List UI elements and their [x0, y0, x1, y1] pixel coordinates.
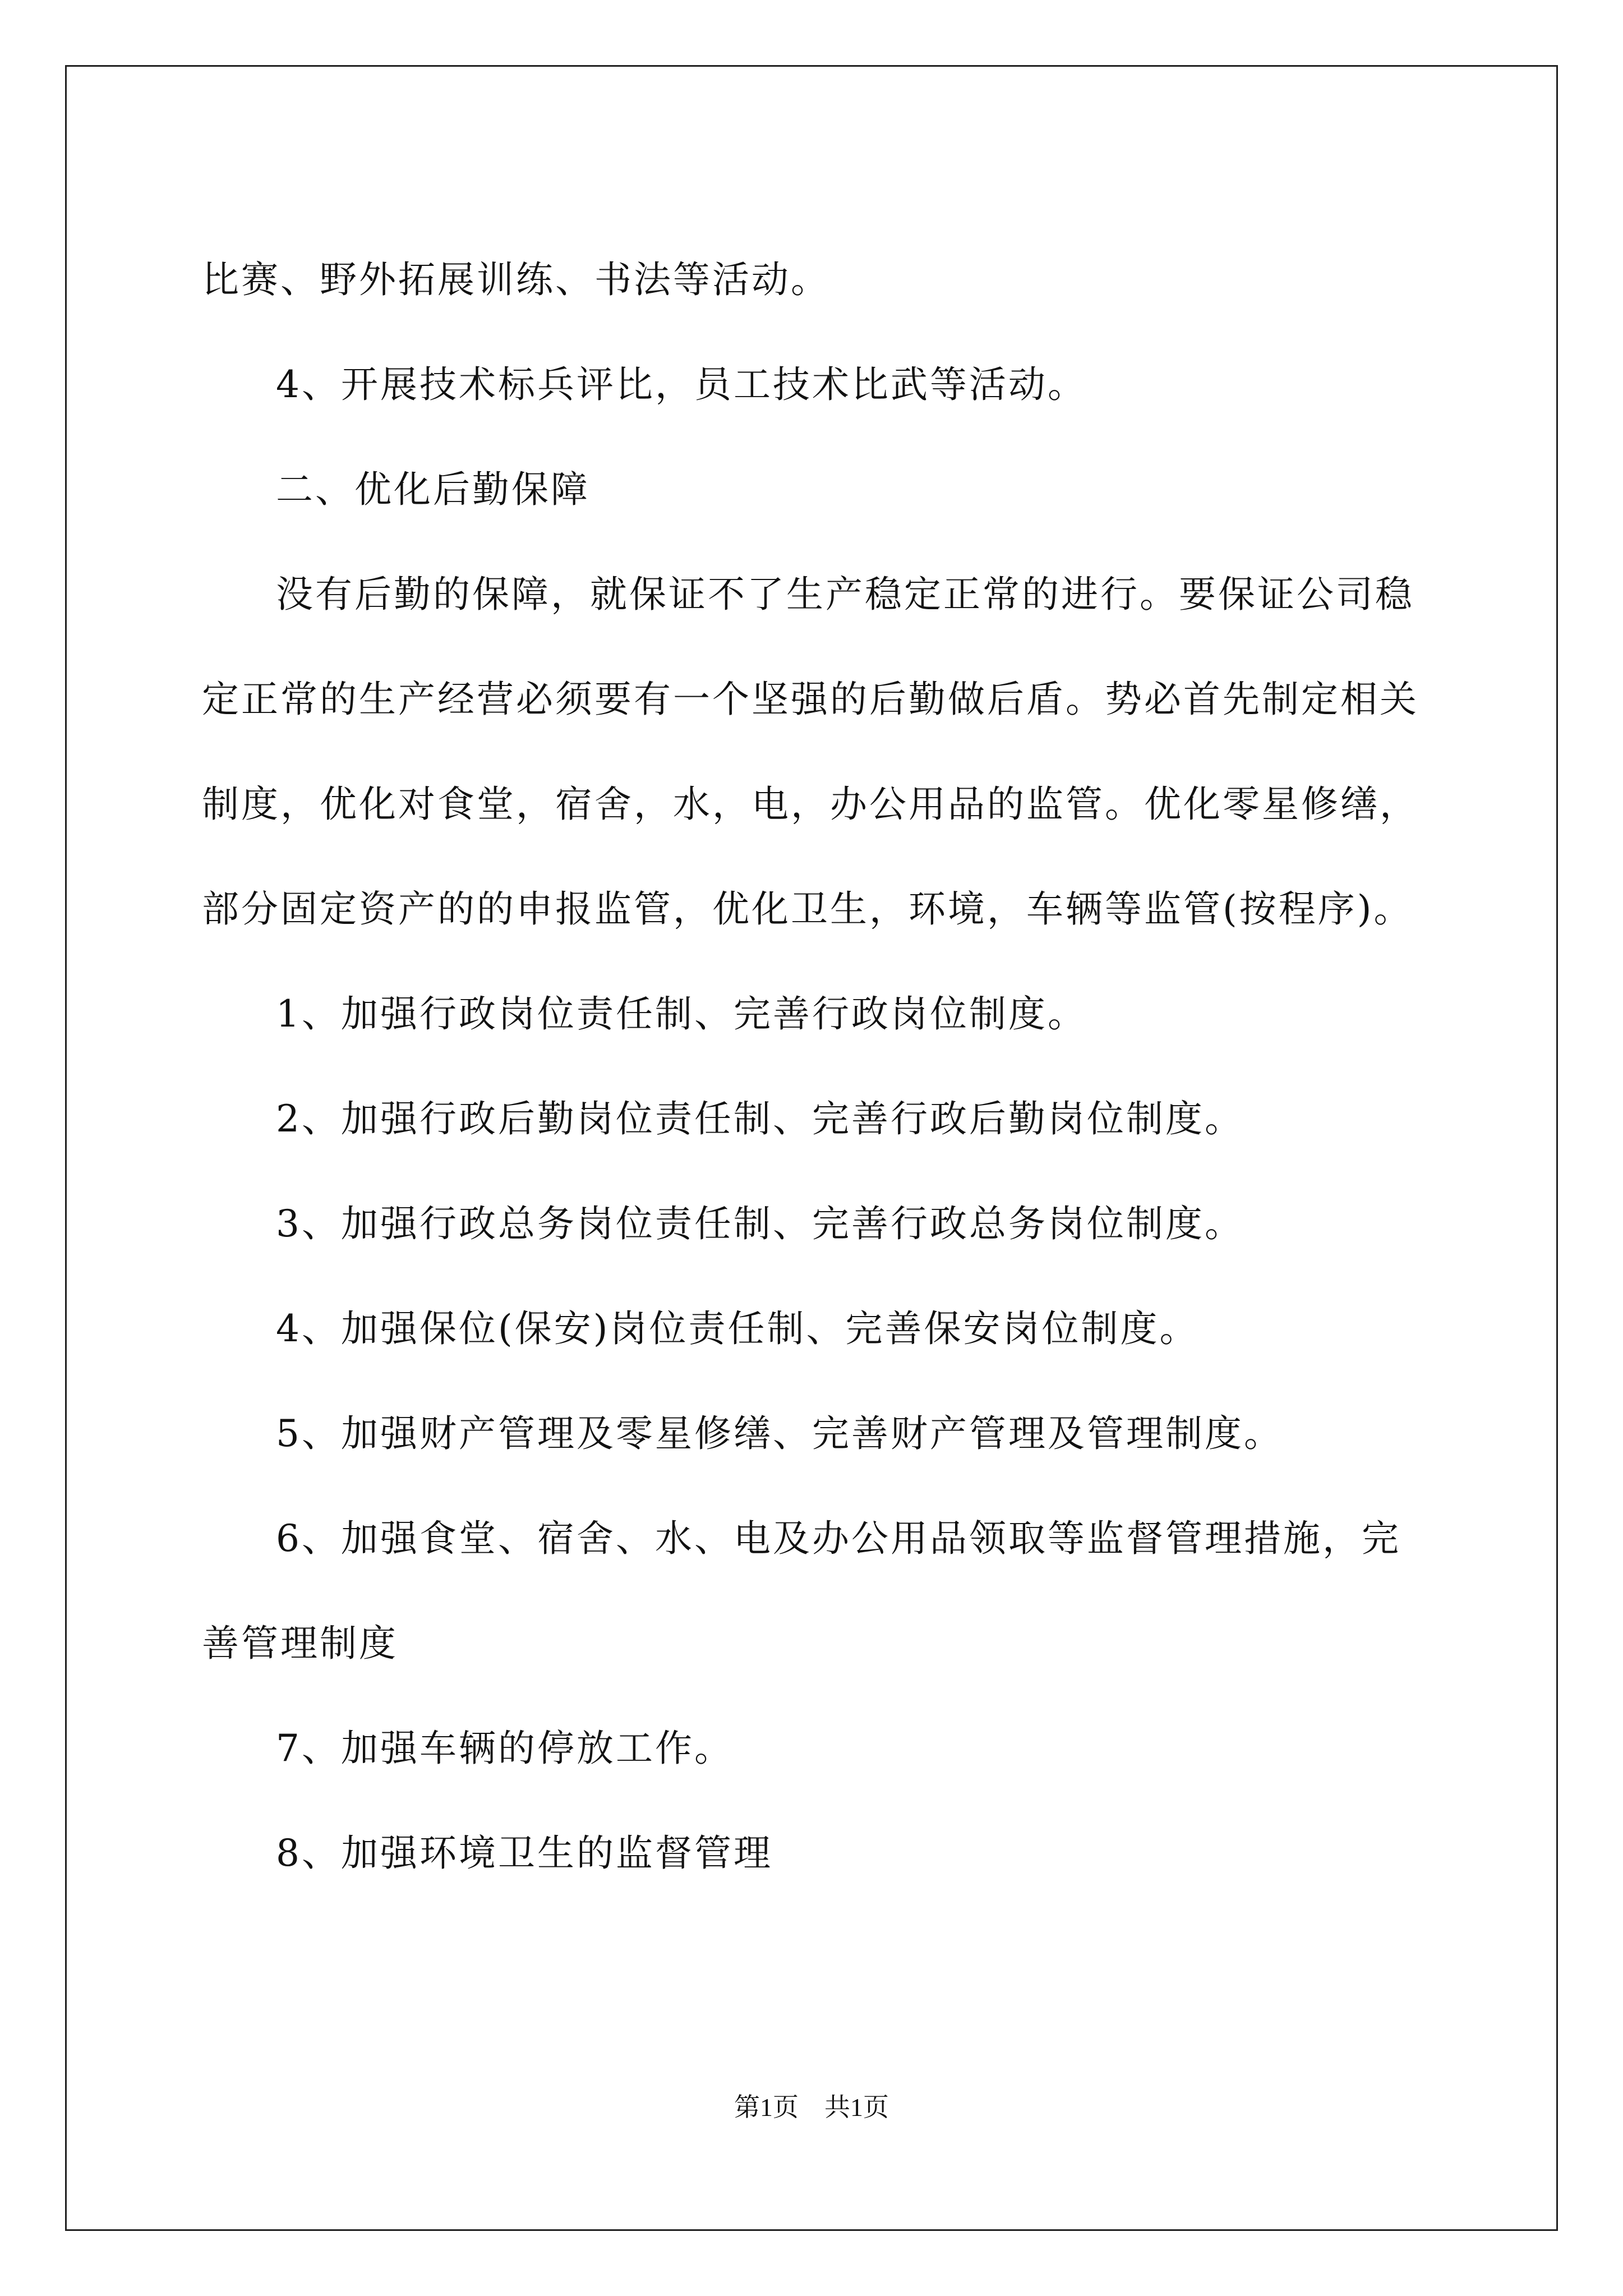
document-body	[202, 227, 1422, 1906]
page-number: 第1页 共1页	[734, 2093, 889, 2122]
list-item-1: 1、加强行政岗位责任制、完善行政岗位制度。	[276, 992, 1087, 1036]
section-heading: 二、优化后勤保障	[276, 468, 590, 511]
list-item-7: 7、加强车辆的停放工作。	[276, 1727, 734, 1770]
list-item-3: 3、加强行政总务岗位责任制、完善行政总务岗位制度。	[276, 1202, 1244, 1245]
paragraph-1: 比赛、野外拓展训练、书法等活动。	[202, 258, 830, 301]
list-item-6: 6、加强食堂、宿舍、水、电及办公用品领取等监督管理措施，完善管理制度	[202, 1517, 1401, 1665]
list-item-5: 5、加强财产管理及零星修缮、完善财产管理及管理制度。	[276, 1412, 1283, 1455]
list-item-4: 4、加强保位(保安)岗位责任制、完善保安岗位制度。	[276, 1307, 1199, 1350]
paragraph-2: 4、开展技术标兵评比，员工技术比武等活动。	[276, 363, 1087, 406]
list-item-2: 2、加强行政后勤岗位责任制、完善行政后勤岗位制度。	[276, 1097, 1244, 1140]
list-item-8: 8、加强环境卫生的监督管理	[276, 1832, 773, 1875]
paragraph-4: 没有后勤的保障，就保证不了生产稳定正常的进行。要保证公司稳定正常的生产经营必须要有一个坚强的后勤做后盾。势必首先制定相关制度，优化对食堂，宿舍，水，电，办公用品的监管。优化零星修缮，部分固定资产的的申报监管，优化卫生，环境，车辆等监管(按程序)。	[202, 573, 1419, 931]
